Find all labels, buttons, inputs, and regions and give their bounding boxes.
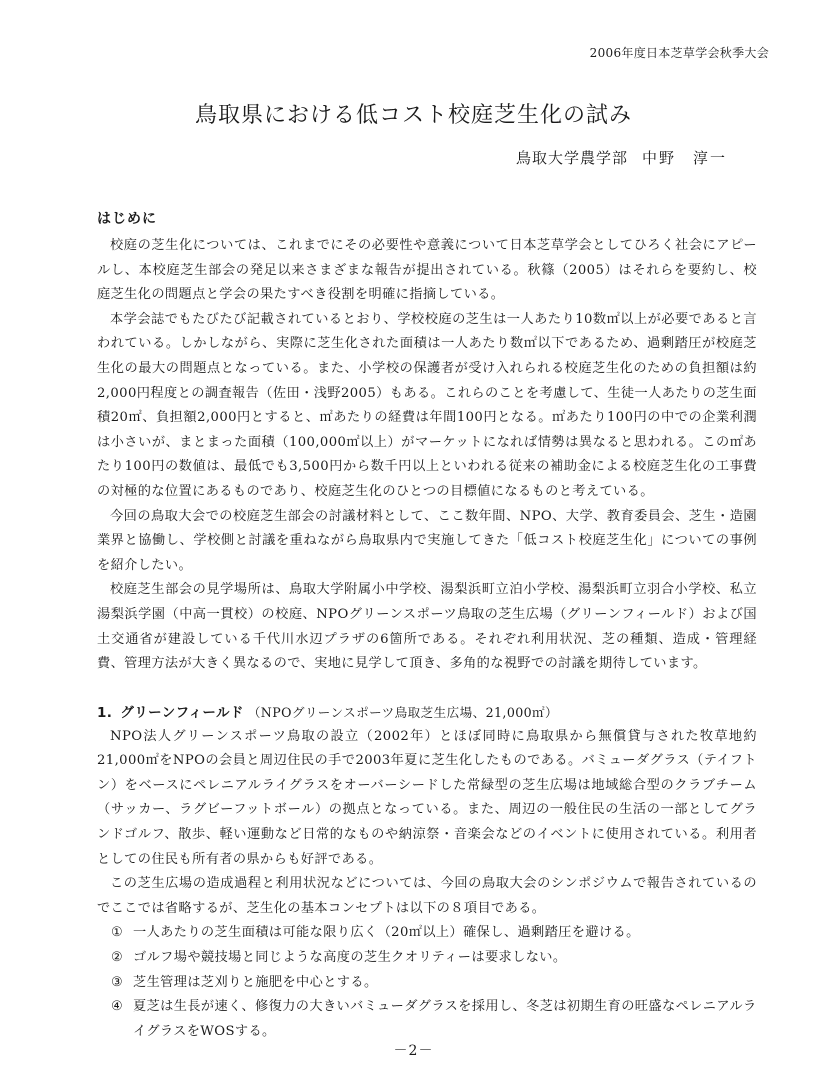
section-number: 1. [97,704,113,721]
section-subtitle: （NPOグリーンスポーツ鳥取芝生広場、21,000㎡） [247,704,559,720]
author-name: 中野 淳一 [641,149,727,167]
list-marker: ④ [111,999,124,1015]
intro-paragraph: 本学会誌でもたびたび記載されているとおり、学校校庭の芝生は一人あたり10数㎡以上が必要であると言われている。しかしながら、実際に芝生化された面積は一人あたり数㎡以下であるため、過剰踏圧が校庭芝生化の最大の問題点となっている。また、小学校の保護者が受け入れられる校庭芝生化のための負担額は約2,000円程度との調査報告（佐田・浅野2005）もある。これらのことを考慮して、生徒一人あたりの芝生面積20㎡、負担額2,000円とすると、㎡あたりの経費は年間100円となる。㎡あたり100円の中での企業利潤は小さいが、まとまった面積（100,000㎡以上）がマーケットになれば情勢は異なると思われる。この㎡あたり100円の数値は、最低でも3,500円から数千円以上といわれる従来の補助金による校庭芝生化の工事費の対極的な位置にあるものであり、校庭芝生化のひとつの目標値になるものと考えている。 [97,311,757,499]
paper-title: 鳥取県における低コスト校庭芝生化の試み [194,103,632,128]
intro-paragraph: 校庭芝生部会の見学場所は、鳥取大学附属小中学校、湯梨浜町立泊小学校、湯梨浜町立羽合小学校、私立湯梨浜学園（中高一貫校）の校庭、NPOグリーンスポーツ鳥取の芝生広場（グリーンフィールド）および国土交通省が建設している千代川水辺プラザの6箇所である。それぞれ利用状況、芝の種類、造成・管理経費、管理方法が大きく異なるので、実地に見学して頂き、多角的な視野での討議を期待しています。 [97,582,757,672]
intro-paragraph: 校庭の芝生化については、これまでにその必要性や意義について日本芝草学会としてひろく社会にアピールし、本校庭芝生部会の発足以来さまざまな報告が提出されている。秋篠（2005）はそれらを要約し、校庭芝生化の問題点と学会の果たすべき役割を明確に指摘している。 [97,238,757,303]
page-number: －2－ [393,1043,434,1059]
list-marker: ① [111,925,124,941]
list-item-text: ゴルフ場や競技場と同じような高度の芝生クオリティーは要求しない。 [133,950,567,966]
list-item-text: 芝生管理は芝刈りと施肥を中心とする。 [133,974,378,990]
section-title: グリーンフィールド [120,704,244,721]
list-marker: ③ [111,974,124,990]
section-heading [97,701,757,725]
concept-list [97,921,757,1044]
author-affiliation: 鳥取大学農学部 [515,149,628,167]
list-item [97,921,757,946]
list-marker: ② [111,950,124,966]
intro-heading: はじめに [97,211,157,227]
paper-body [97,208,757,1044]
list-item-text: 一人あたりの芝生面積は可能な限り広く（20㎡以上）確保し、過剰踏圧を避ける。 [133,925,640,941]
conference-header: 2006年度日本芝草学会秋季大会 [589,46,769,60]
author-line [516,147,727,168]
section-spacer [97,677,757,701]
list-item [97,995,757,1044]
intro-paragraph: 今回の鳥取大会での校庭芝生部会の討議材料として、ここ数年間、NPO、大学、教育委員会、芝生・造園業界と協働し、学校側と討議を重ねながら鳥取県内で実施してきた「低コスト校庭芝生化」についての事例を紹介したい。 [97,508,757,573]
section-paragraph: この芝生広場の造成過程と利用状況などについては、今回の鳥取大会のシンポジウムで報告されているのでここでは省略するが、芝生化の基本コンセプトは以下の８項目である。 [97,876,757,916]
list-item [97,946,757,971]
section-paragraph: NPO法人グリーンスポーツ鳥取の設立（2002年）とほぼ同時に鳥取県から無償貸与された牧草地約21,000㎡をNPOの会員と周辺住民の手で2003年夏に芝生化したものである。バミューダグラス（テイフトン）をベースにペレニアルライグラスをオーバーシードした常緑型の芝生広場は地域総合型のクラブチーム（サッカー、ラグビーフットボール）の拠点となっている。また、周辺の一般住民の生活の一部としてグランドゴルフ、散歩、軽い運動など日常的なものや納涼祭・音楽会などのイベントに使用されている。利用者としての住民も所有者の県からも好評である。 [97,728,757,867]
list-item-text: 夏芝は生長が速く、修復力の大きいバミューダグラスを採用し、冬芝は初期生育の旺盛なペレニアルライグラスをWOSする。 [133,999,757,1039]
list-item [97,971,757,996]
